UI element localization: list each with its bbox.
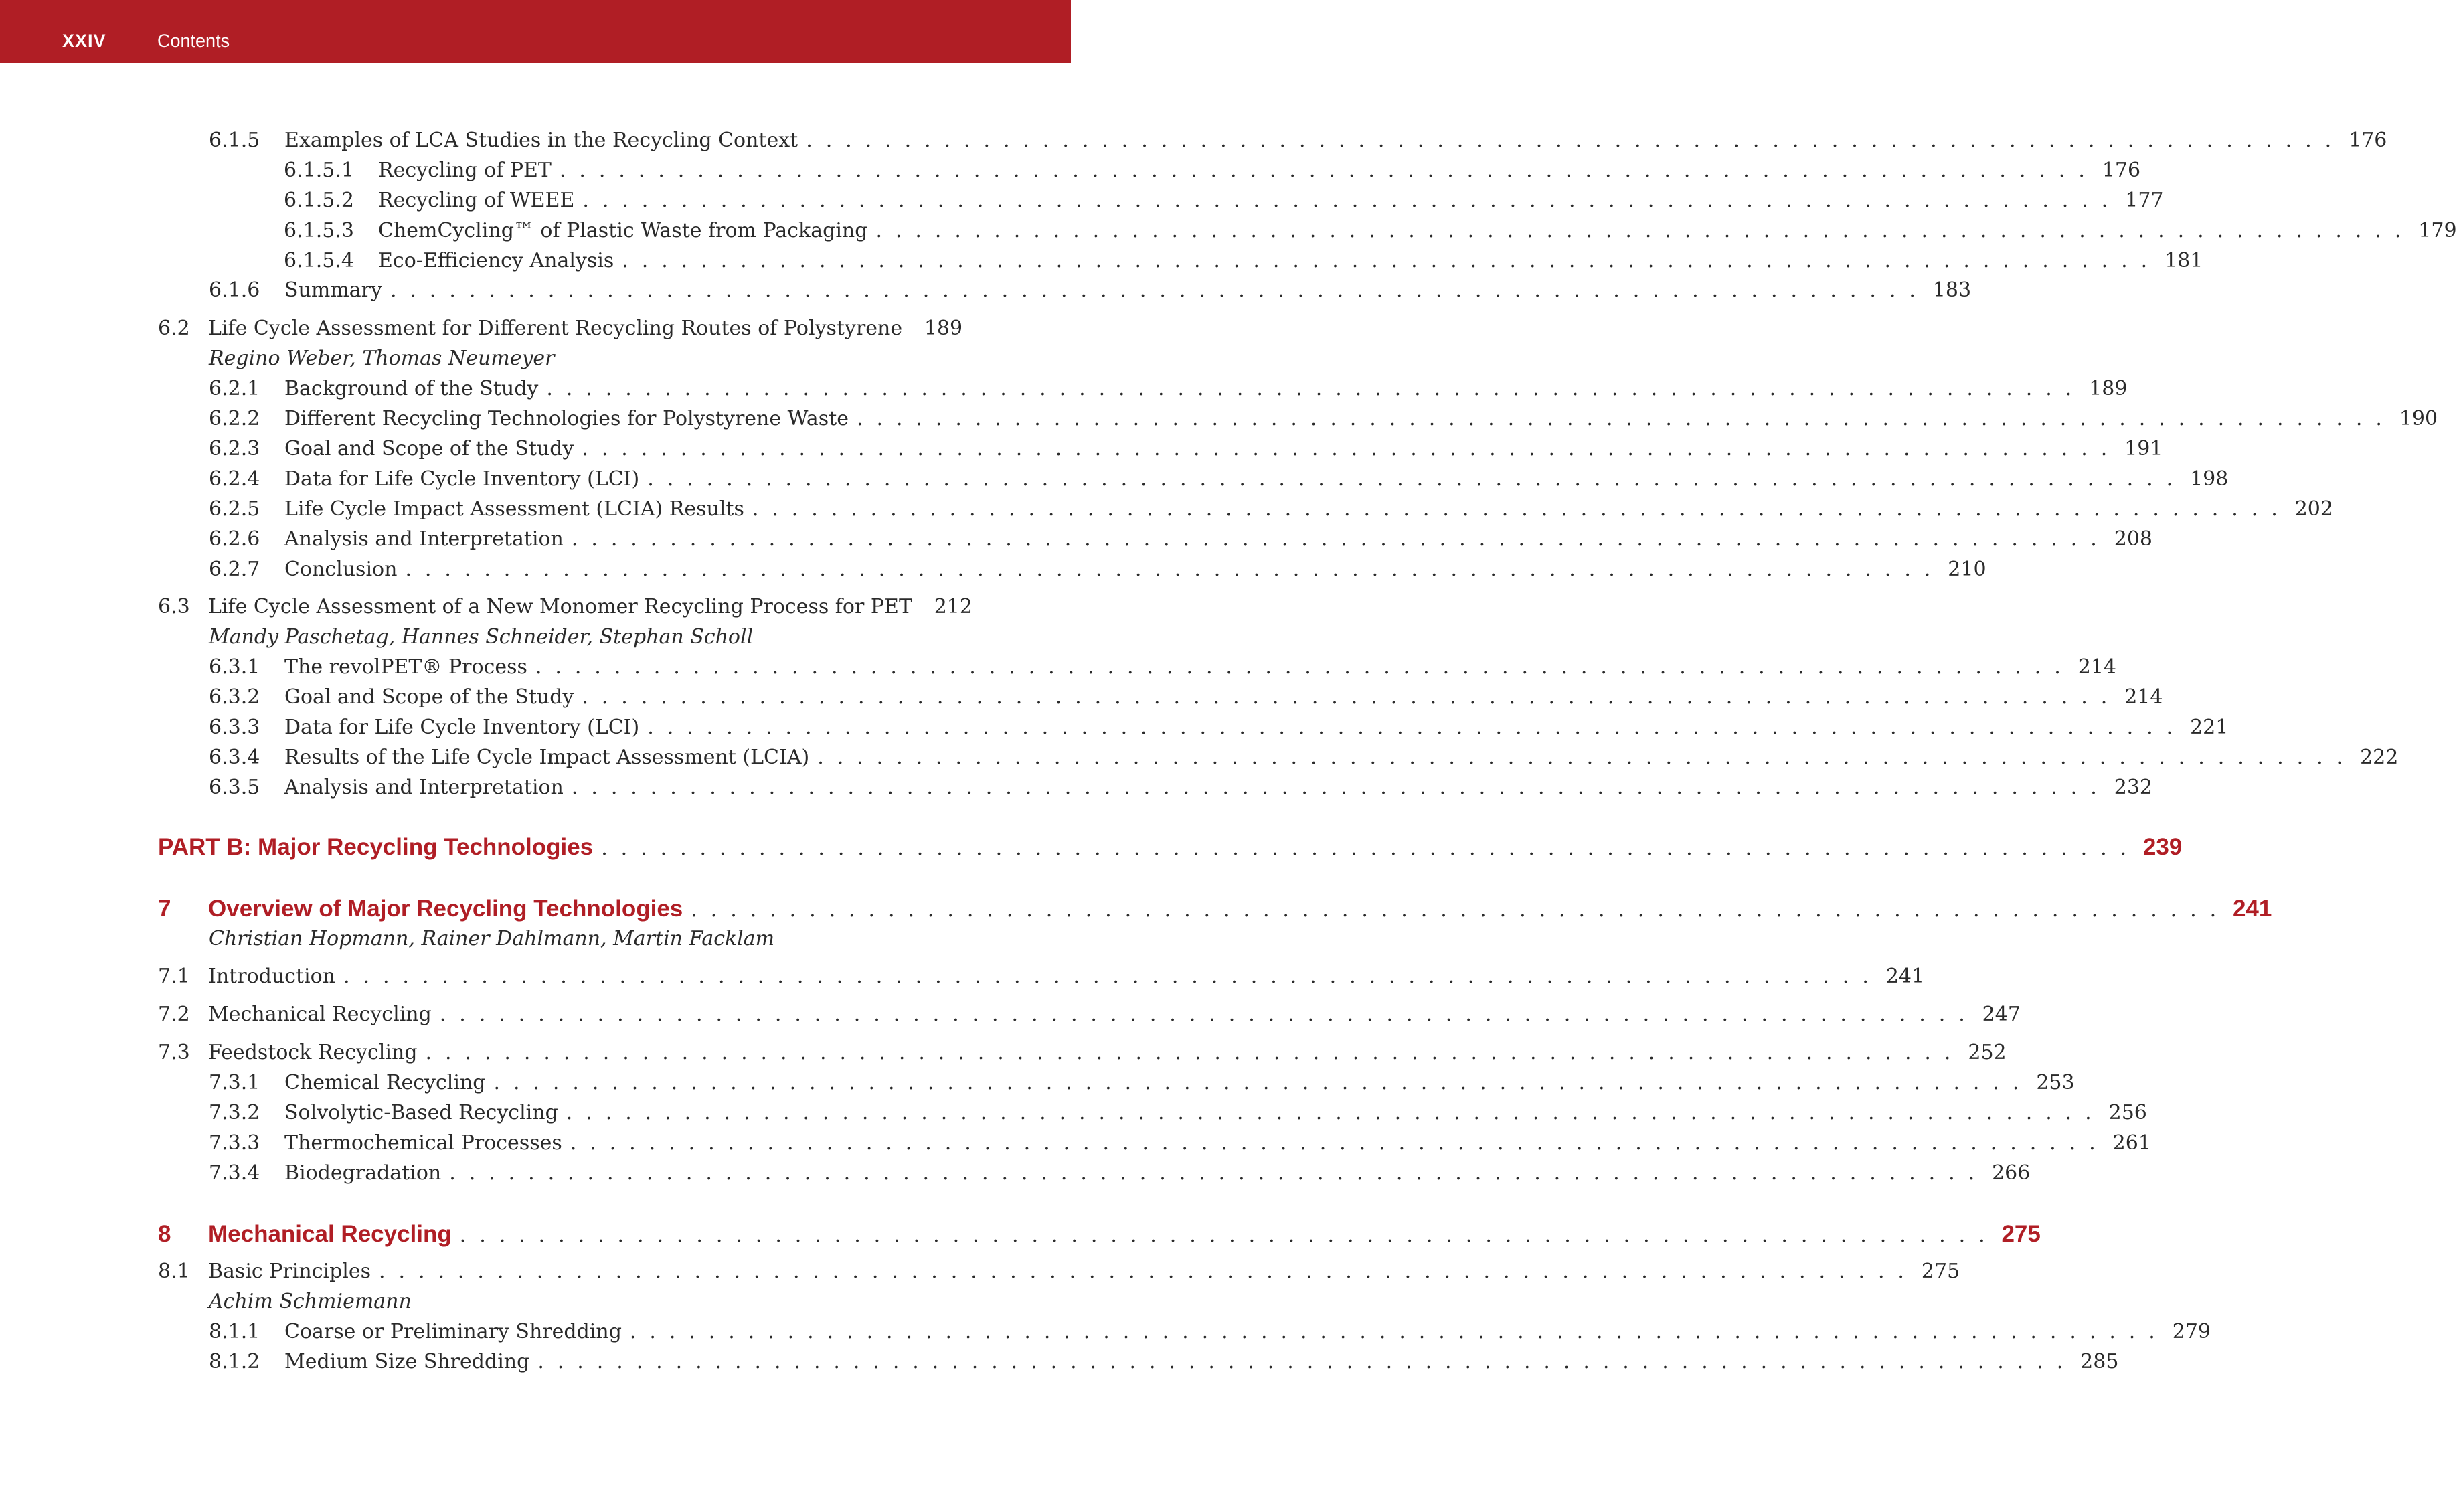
dot-leader: . . . . . . . . . . . . . . . . . . . . . . . . . . . . . . . . . . . . . . . . . . . . . . . . . . . . . . . . . . . . . . . . . . . . . . . . . . . . . .	[566, 1101, 2095, 1124]
part-heading[interactable]: PART B: Major Recycling Technologies . . . . . . . . . . . . . . . . . . . . . . . . . . . . . . . . . . . . . . . . . . . . . . . . . . . . . . . . . . . . . . . . . . . . . . . . . . . . . . 239	[158, 833, 944, 862]
toc-entry[interactable]: 6.2 Life Cycle Assessment for Different Recycling Routes of Polystyrene 189	[158, 317, 963, 340]
chapter-authors: Regino Weber, Thomas Neumeyer	[209, 347, 555, 370]
dot-leader: . . . . . . . . . . . . . . . . . . . . . . . . . . . . . . . . . . . . . . . . . . . . . . . . . . . . . . . . . . . . . . . . . . . . . . . . . . . . . .	[379, 1260, 1908, 1283]
dot-leader: . . . . . . . . . . . . . . . . . . . . . . . . . . . . . . . . . . . . . . . . . . . . . . . . . . . . . . . . . . . . . . . . . . . . . . . . . . . . . .	[647, 467, 2177, 491]
dot-leader: . . . . . . . . . . . . . . . . . . . . . . . . . . . . . . . . . . . . . . . . . . . . . . . . . . . . . . . . . . . . . . . . . . . . . . . . . . . . . .	[425, 1041, 1954, 1064]
toc-entry[interactable]: 6.2.5 Life Cycle Impact Assessment (LCIA) Results . . . . . . . . . . . . . . . . . . . . . . . . . . . . . . . . . . . . . . . . . . . . . . . . . . . . . . . . . . . . . . . . . . . . . . . . . . . . . . 202	[209, 495, 944, 524]
dot-leader: . . . . . . . . . . . . . . . . . . . . . . . . . . . . . . . . . . . . . . . . . . . . . . . . . . . . . . . . . . . . . . . . . . . . . . . . . . . . . .	[601, 837, 2130, 860]
dot-leader: . . . . . . . . . . . . . . . . . . . . . . . . . . . . . . . . . . . . . . . . . . . . . . . . . . . . . . . . . . . . . . . . . . . . . . . . . . . . . .	[817, 746, 2347, 769]
dot-leader: . . . . . . . . . . . . . . . . . . . . . . . . . . . . . . . . . . . . . . . . . . . . . . . . . . . . . . . . . . . . . . . . . . . . . . . . . . . . . .	[537, 1350, 2067, 1373]
dot-leader: . . . . . . . . . . . . . . . . . . . . . . . . . . . . . . . . . . . . . . . . . . . . . . . . . . . . . . . . . . . . . . . . . . . . . . . . . . . . . .	[571, 776, 2100, 799]
toc-entry[interactable]: 6.3.5 Analysis and Interpretation . . . . . . . . . . . . . . . . . . . . . . . . . . . . . . . . . . . . . . . . . . . . . . . . . . . . . . . . . . . . . . . . . . . . . . . . . . . . . . 232	[209, 773, 944, 803]
toc-entry[interactable]: 6.2.3 Goal and Scope of the Study . . . . . . . . . . . . . . . . . . . . . . . . . . . . . . . . . . . . . . . . . . . . . . . . . . . . . . . . . . . . . . . . . . . . . . . . . . . . . . 191	[209, 434, 944, 464]
toc-entry[interactable]: 6.3 Life Cycle Assessment of a New Monomer Recycling Process for PET 212	[158, 595, 972, 618]
dot-leader: . . . . . . . . . . . . . . . . . . . . . . . . . . . . . . . . . . . . . . . . . . . . . . . . . . . . . . . . . . . . . . . . . . . . . . . . . . . . . .	[647, 716, 2177, 739]
dot-leader: . . . . . . . . . . . . . . . . . . . . . . . . . . . . . . . . . . . . . . . . . . . . . . . . . . . . . . . . . . . . . . . . . . . . . . . . . . . . . .	[535, 655, 2064, 679]
toc-entry[interactable]: 6.2.2 Different Recycling Technologies for Polystyrene Waste . . . . . . . . . . . . . . . . . . . . . . . . . . . . . . . . . . . . . . . . . . . . . . . . . . . . . . . . . . . . . . . . . . . . . . . . . . . . . . 190	[209, 404, 944, 434]
dot-leader: . . . . . . . . . . . . . . . . . . . . . . . . . . . . . . . . . . . . . . . . . . . . . . . . . . . . . . . . . . . . . . . . . . . . . . . . . . . . . .	[875, 219, 2405, 242]
dot-leader: . . . . . . . . . . . . . . . . . . . . . . . . . . . . . . . . . . . . . . . . . . . . . . . . . . . . . . . . . . . . . . . . . . . . . . . . . . . . . .	[546, 377, 2075, 400]
toc-entry[interactable]: 7.2 Mechanical Recycling . . . . . . . . . . . . . . . . . . . . . . . . . . . . . . . . . . . . . . . . . . . . . . . . . . . . . . . . . . . . . . . . . . . . . . . . . . . . . . 247	[158, 1000, 944, 1029]
dot-leader: . . . . . . . . . . . . . . . . . . . . . . . . . . . . . . . . . . . . . . . . . . . . . . . . . . . . . . . . . . . . . . . . . . . . . . . . . . . . . .	[582, 437, 2111, 460]
chapter-authors: Mandy Paschetag, Hannes Schneider, Stephan Scholl	[209, 625, 754, 649]
toc-entry[interactable]: 7.3.3 Thermochemical Processes . . . . . . . . . . . . . . . . . . . . . . . . . . . . . . . . . . . . . . . . . . . . . . . . . . . . . . . . . . . . . . . . . . . . . . . . . . . . . . 261	[209, 1128, 944, 1158]
toc-entry[interactable]: 8.1.1 Coarse or Preliminary Shredding . . . . . . . . . . . . . . . . . . . . . . . . . . . . . . . . . . . . . . . . . . . . . . . . . . . . . . . . . . . . . . . . . . . . . . . . . . . . . . 279	[209, 1317, 944, 1347]
dot-leader: . . . . . . . . . . . . . . . . . . . . . . . . . . . . . . . . . . . . . . . . . . . . . . . . . . . . . . . . . . . . . . . . . . . . . . . . . . . . . .	[570, 1131, 2099, 1155]
chapter-authors: Achim Schmiemann	[209, 1290, 412, 1313]
toc-entry[interactable]: 6.1.6 Summary . . . . . . . . . . . . . . . . . . . . . . . . . . . . . . . . . . . . . . . . . . . . . . . . . . . . . . . . . . . . . . . . . . . . . . . . . . . . . . 183	[209, 276, 944, 305]
running-title: Contents	[157, 31, 230, 51]
dot-leader: . . . . . . . . . . . . . . . . . . . . . . . . . . . . . . . . . . . . . . . . . . . . . . . . . . . . . . . . . . . . . . . . . . . . . . . . . . . . . .	[752, 497, 2281, 521]
dot-leader: . . . . . . . . . . . . . . . . . . . . . . . . . . . . . . . . . . . . . . . . . . . . . . . . . . . . . . . . . . . . . . . . . . . . . . . . . . . . . .	[691, 898, 2220, 922]
toc-entry[interactable]: 6.1.5.3 ChemCycling™ of Plastic Waste from Packaging . . . . . . . . . . . . . . . . . . . . . . . . . . . . . . . . . . . . . . . . . . . . . . . . . . . . . . . . . . . . . . . . . . . . . . . . . . . . . . 179	[284, 216, 944, 246]
toc-entry[interactable]: 7.1 Introduction . . . . . . . . . . . . . . . . . . . . . . . . . . . . . . . . . . . . . . . . . . . . . . . . . . . . . . . . . . . . . . . . . . . . . . . . . . . . . . 241	[158, 962, 944, 991]
dot-leader: . . . . . . . . . . . . . . . . . . . . . . . . . . . . . . . . . . . . . . . . . . . . . . . . . . . . . . . . . . . . . . . . . . . . . . . . . . . . . .	[439, 1003, 1968, 1026]
chapter-authors: Christian Hopmann, Rainer Dahlmann, Martin Facklam	[209, 927, 775, 950]
toc-entry[interactable]: 6.3.3 Data for Life Cycle Inventory (LCI) . . . . . . . . . . . . . . . . . . . . . . . . . . . . . . . . . . . . . . . . . . . . . . . . . . . . . . . . . . . . . . . . . . . . . . . . . . . . . . 221	[209, 713, 944, 742]
toc-entry[interactable]: 7.3.1 Chemical Recycling . . . . . . . . . . . . . . . . . . . . . . . . . . . . . . . . . . . . . . . . . . . . . . . . . . . . . . . . . . . . . . . . . . . . . . . . . . . . . . 253	[209, 1068, 944, 1098]
dot-leader: . . . . . . . . . . . . . . . . . . . . . . . . . . . . . . . . . . . . . . . . . . . . . . . . . . . . . . . . . . . . . . . . . . . . . . . . . . . . . .	[622, 249, 2151, 272]
toc-entry[interactable]: 6.1.5.4 Eco-Efficiency Analysis . . . . . . . . . . . . . . . . . . . . . . . . . . . . . . . . . . . . . . . . . . . . . . . . . . . . . . . . . . . . . . . . . . . . . . . . . . . . . . 181	[284, 246, 944, 276]
toc-entry[interactable]: 7.3.4 Biodegradation . . . . . . . . . . . . . . . . . . . . . . . . . . . . . . . . . . . . . . . . . . . . . . . . . . . . . . . . . . . . . . . . . . . . . . . . . . . . . . 266	[209, 1159, 944, 1188]
dot-leader: . . . . . . . . . . . . . . . . . . . . . . . . . . . . . . . . . . . . . . . . . . . . . . . . . . . . . . . . . . . . . . . . . . . . . . . . . . . . . .	[493, 1071, 2023, 1094]
page-number: XXIV	[62, 31, 106, 51]
dot-leader: . . . . . . . . . . . . . . . . . . . . . . . . . . . . . . . . . . . . . . . . . . . . . . . . . . . . . . . . . . . . . . . . . . . . . . . . . . . . . .	[857, 407, 2386, 430]
toc-entry[interactable]: 8.1.2 Medium Size Shredding . . . . . . . . . . . . . . . . . . . . . . . . . . . . . . . . . . . . . . . . . . . . . . . . . . . . . . . . . . . . . . . . . . . . . . . . . . . . . . 285	[209, 1347, 944, 1377]
toc-entry[interactable]: 6.2.4 Data for Life Cycle Inventory (LCI) . . . . . . . . . . . . . . . . . . . . . . . . . . . . . . . . . . . . . . . . . . . . . . . . . . . . . . . . . . . . . . . . . . . . . . . . . . . . . . 198	[209, 465, 944, 494]
chapter-heading[interactable]: 8 Mechanical Recycling . . . . . . . . . . . . . . . . . . . . . . . . . . . . . . . . . . . . . . . . . . . . . . . . . . . . . . . . . . . . . . . . . . . . . . . . . . . . . . 275	[158, 1220, 944, 1249]
toc-entry[interactable]: 6.3.2 Goal and Scope of the Study . . . . . . . . . . . . . . . . . . . . . . . . . . . . . . . . . . . . . . . . . . . . . . . . . . . . . . . . . . . . . . . . . . . . . . . . . . . . . . 214	[209, 683, 944, 712]
toc-entry[interactable]: 6.3.1 The revolPET® Process . . . . . . . . . . . . . . . . . . . . . . . . . . . . . . . . . . . . . . . . . . . . . . . . . . . . . . . . . . . . . . . . . . . . . . . . . . . . . . 214	[209, 653, 944, 682]
dot-leader: . . . . . . . . . . . . . . . . . . . . . . . . . . . . . . . . . . . . . . . . . . . . . . . . . . . . . . . . . . . . . . . . . . . . . . . . . . . . . .	[582, 685, 2111, 709]
dot-leader: . . . . . . . . . . . . . . . . . . . . . . . . . . . . . . . . . . . . . . . . . . . . . . . . . . . . . . . . . . . . . . . . . . . . . . . . . . . . . .	[806, 129, 2335, 152]
chapter-heading[interactable]: 7 Overview of Major Recycling Technologies . . . . . . . . . . . . . . . . . . . . . . . . . . . . . . . . . . . . . . . . . . . . . . . . . . . . . . . . . . . . . . . . . . . . . . . . . . . . . . 241	[158, 894, 944, 924]
toc-entry[interactable]: 6.1.5.1 Recycling of PET . . . . . . . . . . . . . . . . . . . . . . . . . . . . . . . . . . . . . . . . . . . . . . . . . . . . . . . . . . . . . . . . . . . . . . . . . . . . . . 176	[284, 156, 944, 185]
toc-entry[interactable]: 6.2.6 Analysis and Interpretation . . . . . . . . . . . . . . . . . . . . . . . . . . . . . . . . . . . . . . . . . . . . . . . . . . . . . . . . . . . . . . . . . . . . . . . . . . . . . . 208	[209, 525, 944, 554]
toc-entry[interactable]: 8.1 Basic Principles . . . . . . . . . . . . . . . . . . . . . . . . . . . . . . . . . . . . . . . . . . . . . . . . . . . . . . . . . . . . . . . . . . . . . . . . . . . . . . 275	[158, 1257, 944, 1286]
toc-entry[interactable]: 6.1.5 Examples of LCA Studies in the Recycling Context . . . . . . . . . . . . . . . . . . . . . . . . . . . . . . . . . . . . . . . . . . . . . . . . . . . . . . . . . . . . . . . . . . . . . . . . . . . . . . 176	[209, 126, 944, 155]
dot-leader: . . . . . . . . . . . . . . . . . . . . . . . . . . . . . . . . . . . . . . . . . . . . . . . . . . . . . . . . . . . . . . . . . . . . . . . . . . . . . .	[559, 159, 2089, 182]
dot-leader: . . . . . . . . . . . . . . . . . . . . . . . . . . . . . . . . . . . . . . . . . . . . . . . . . . . . . . . . . . . . . . . . . . . . . . . . . . . . . .	[449, 1161, 1978, 1185]
dot-leader: . . . . . . . . . . . . . . . . . . . . . . . . . . . . . . . . . . . . . . . . . . . . . . . . . . . . . . . . . . . . . . . . . . . . . . . . . . . . . .	[629, 1320, 2159, 1343]
toc-entry[interactable]: 6.2.1 Background of the Study . . . . . . . . . . . . . . . . . . . . . . . . . . . . . . . . . . . . . . . . . . . . . . . . . . . . . . . . . . . . . . . . . . . . . . . . . . . . . . 189	[209, 374, 944, 404]
dot-leader: . . . . . . . . . . . . . . . . . . . . . . . . . . . . . . . . . . . . . . . . . . . . . . . . . . . . . . . . . . . . . . . . . . . . . . . . . . . . . .	[571, 527, 2100, 551]
toc-entry[interactable]: 7.3.2 Solvolytic-Based Recycling . . . . . . . . . . . . . . . . . . . . . . . . . . . . . . . . . . . . . . . . . . . . . . . . . . . . . . . . . . . . . . . . . . . . . . . . . . . . . . 256	[209, 1098, 944, 1128]
dot-leader: . . . . . . . . . . . . . . . . . . . . . . . . . . . . . . . . . . . . . . . . . . . . . . . . . . . . . . . . . . . . . . . . . . . . . . . . . . . . . .	[343, 964, 1873, 988]
dot-leader: . . . . . . . . . . . . . . . . . . . . . . . . . . . . . . . . . . . . . . . . . . . . . . . . . . . . . . . . . . . . . . . . . . . . . . . . . . . . . .	[405, 558, 1934, 581]
dot-leader: . . . . . . . . . . . . . . . . . . . . . . . . . . . . . . . . . . . . . . . . . . . . . . . . . . . . . . . . . . . . . . . . . . . . . . . . . . . . . .	[390, 278, 1920, 302]
toc-entry[interactable]: 6.1.5.2 Recycling of WEEE . . . . . . . . . . . . . . . . . . . . . . . . . . . . . . . . . . . . . . . . . . . . . . . . . . . . . . . . . . . . . . . . . . . . . . . . . . . . . . 177	[284, 186, 944, 216]
toc-entry[interactable]: 7.3 Feedstock Recycling . . . . . . . . . . . . . . . . . . . . . . . . . . . . . . . . . . . . . . . . . . . . . . . . . . . . . . . . . . . . . . . . . . . . . . . . . . . . . . 252	[158, 1038, 944, 1068]
dot-leader: . . . . . . . . . . . . . . . . . . . . . . . . . . . . . . . . . . . . . . . . . . . . . . . . . . . . . . . . . . . . . . . . . . . . . . . . . . . . . .	[582, 189, 2112, 212]
toc-entry[interactable]: 6.3.4 Results of the Life Cycle Impact Assessment (LCIA) . . . . . . . . . . . . . . . . . . . . . . . . . . . . . . . . . . . . . . . . . . . . . . . . . . . . . . . . . . . . . . . . . . . . . . . . . . . . . . 222	[209, 743, 944, 772]
dot-leader: . . . . . . . . . . . . . . . . . . . . . . . . . . . . . . . . . . . . . . . . . . . . . . . . . . . . . . . . . . . . . . . . . . . . . . . . . . . . . .	[459, 1224, 1988, 1247]
toc-entry[interactable]: 6.2.7 Conclusion . . . . . . . . . . . . . . . . . . . . . . . . . . . . . . . . . . . . . . . . . . . . . . . . . . . . . . . . . . . . . . . . . . . . . . . . . . . . . . 210	[209, 555, 944, 584]
